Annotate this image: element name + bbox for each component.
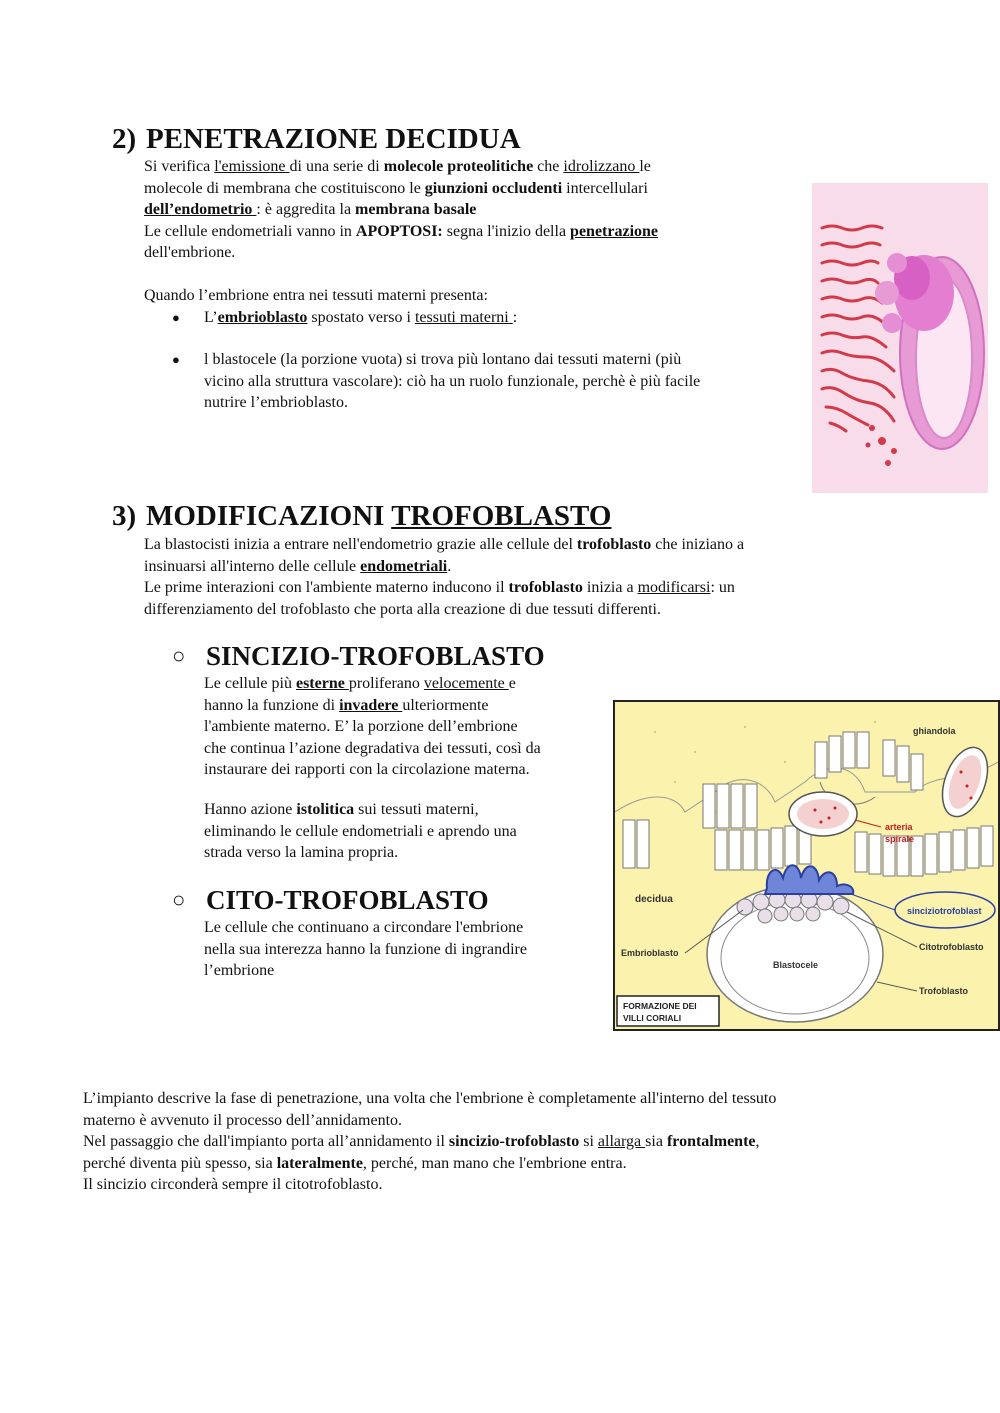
list-item: ● l blastocele (la porzione vuota) si trova più lontano dai tessuti materni (più vicino alla struttura vascolare): ciò ha un ruolo funzionale, perchè è più facile nutrire l’embrioblasto.	[172, 351, 701, 411]
caption-line-1: FORMAZIONE DEI	[623, 1001, 697, 1011]
implantation-illustration	[812, 183, 988, 493]
subsection-heading-sincizio: ○ SINCIZIO-TROFOBLASTO	[172, 641, 545, 671]
cito-paragraph: Le cellule che continuano a circondare l'embrione nella sua interezza hanno la funzione di ingrandire l’embrione	[204, 919, 527, 979]
closing-paragraph: L’impianto descrive la fase di penetrazione, una volta che l'embrione è completamente all'interno del tessuto materno è avvenuto il processo dell’annidamento. Nel passaggio che dall'impianto porta all’annidamento il sincizio-trofoblasto si allarga sia frontalmente, perché diventa più spesso, sia lateralmente, perché, man mano che l'embrione entra. Il sincizio circonderà sempre il citotrofoblasto.	[83, 1090, 777, 1193]
section-2-intro: Quando l’embrione entra nei tessuti materni presenta:	[144, 287, 488, 304]
label-decidua: decidua	[635, 894, 673, 905]
bullet-icon: ●	[172, 352, 180, 367]
label-embrioblasto: Embrioblasto	[621, 948, 679, 958]
label-citotrofoblasto: Citotrofoblasto	[919, 942, 984, 952]
sincizio-paragraph-1: Le cellule più esterne proliferano velocemente e hanno la funzione di invadere ulteriormente l'ambiente materno. E’ la porzione dell’embrione che continua l’azione degradativa dei tessuti, così da instaurare dei rapporti con la circolazione materna.	[204, 675, 541, 778]
section-number: 3)	[112, 500, 137, 532]
bullet-icon: ●	[172, 310, 180, 325]
circle-bullet-icon: ○	[172, 643, 186, 668]
label-spirale: spirale	[885, 834, 915, 844]
caption-line-2: VILLI CORIALI	[623, 1013, 682, 1023]
section-2-heading	[112, 123, 521, 155]
section-3-paragraph: La blastocisti inizia a entrare nell'endometrio grazie alle cellule del trofoblasto che iniziano a insinuarsi all'interno delle cellule endometriali. Le prime interazioni con l'ambiente materno inducono il trofoblasto inizia a modificarsi: un differenziamento del trofoblasto che porta alla creazione di due tessuti differenti.	[144, 536, 745, 618]
villi-formation-diagram	[613, 700, 1000, 1031]
section-3-heading	[112, 500, 611, 532]
implantation-drawing	[812, 183, 988, 493]
section-2-paragraph: Si verifica l'emissione di una serie di molecole proteolitiche che idrolizzano le molecole di membrana che costituiscono le giunzioni occludenti intercellulari dell’endometrio : è aggredita la membrana basale Le cellule endometriali vanno in APOPTOSI: segna l'inizio della penetrazione dell'embrione.	[144, 158, 659, 261]
section-title-underlined: TROFOBLASTO	[391, 500, 612, 532]
villi-drawing	[615, 702, 998, 1029]
list-item: ● L’embrioblasto spostato verso i tessuti materni :	[204, 307, 804, 329]
section-title: PENETRAZIONE DECIDUA	[146, 123, 521, 155]
section-title: MODIFICAZIONI	[146, 500, 392, 532]
label-sinciziotrofoblasto: sinciziotrofoblast	[907, 906, 982, 916]
section-number: 2)	[112, 123, 137, 155]
label-blastocele: Blastocele	[773, 960, 819, 970]
circle-bullet-icon: ○	[172, 887, 186, 912]
label-trofoblasto: Trofoblasto	[919, 986, 968, 996]
sincizio-paragraph-2: Hanno azione istolitica sui tessuti materni, eliminando le cellule endometriali e aprendo una strada verso la lamina propria.	[204, 801, 517, 861]
label-arteria: arteria	[885, 822, 913, 832]
subsection-heading-cito: ○ CITO-TROFOBLASTO	[172, 885, 489, 915]
label-ghiandola: ghiandola	[913, 726, 956, 736]
